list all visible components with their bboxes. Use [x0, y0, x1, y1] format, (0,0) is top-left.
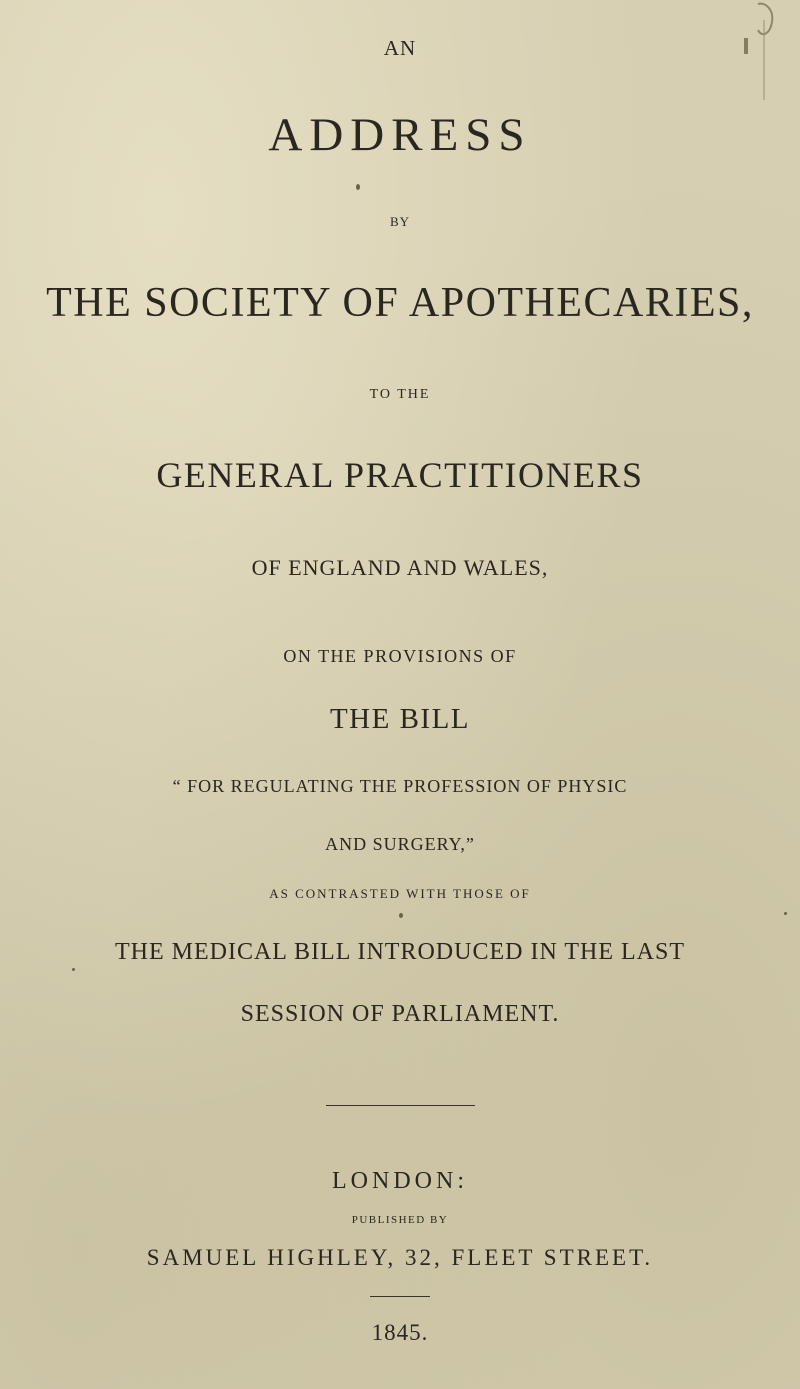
- publisher-name: SAMUEL HIGHLEY, 32, FLEET STREET.: [146, 1245, 654, 1270]
- paper-speck: [784, 912, 787, 915]
- medical-bill-line: THE MEDICAL BILL INTRODUCED IN THE LAST: [114, 939, 686, 965]
- to-the-label: TO THE: [369, 387, 431, 402]
- general-practitioners-title: GENERAL PRACTITIONERS: [156, 455, 644, 495]
- heading-address: ADDRESS: [268, 109, 532, 161]
- society-title: THE SOCIETY OF APOTHECARIES,: [46, 280, 754, 326]
- heading-an: AN: [383, 36, 417, 60]
- england-wales-line: OF ENGLAND AND WALES,: [251, 555, 549, 580]
- contrasted-line: AS CONTRASTED WITH THOSE OF: [269, 886, 531, 901]
- divider-rule: [326, 1105, 475, 1106]
- session-line: SESSION OF PARLIAMENT.: [240, 1001, 560, 1027]
- publication-year: 1845.: [371, 1320, 429, 1345]
- short-divider-rule: [370, 1296, 430, 1297]
- paper-speck: [356, 184, 360, 190]
- published-by-label: PUBLISHED BY: [351, 1214, 449, 1226]
- regulating-line: “ FOR REGULATING THE PROFESSION OF PHYSIC: [172, 776, 628, 796]
- by-label: BY: [389, 214, 411, 229]
- provisions-line: ON THE PROVISIONS OF: [283, 646, 517, 666]
- paper-speck: [399, 913, 403, 918]
- imprint-city: LONDON:: [332, 1168, 468, 1194]
- the-bill-title: THE BILL: [329, 703, 471, 735]
- paper-speck: [72, 968, 75, 971]
- surgery-line: AND SURGERY,”: [325, 834, 475, 854]
